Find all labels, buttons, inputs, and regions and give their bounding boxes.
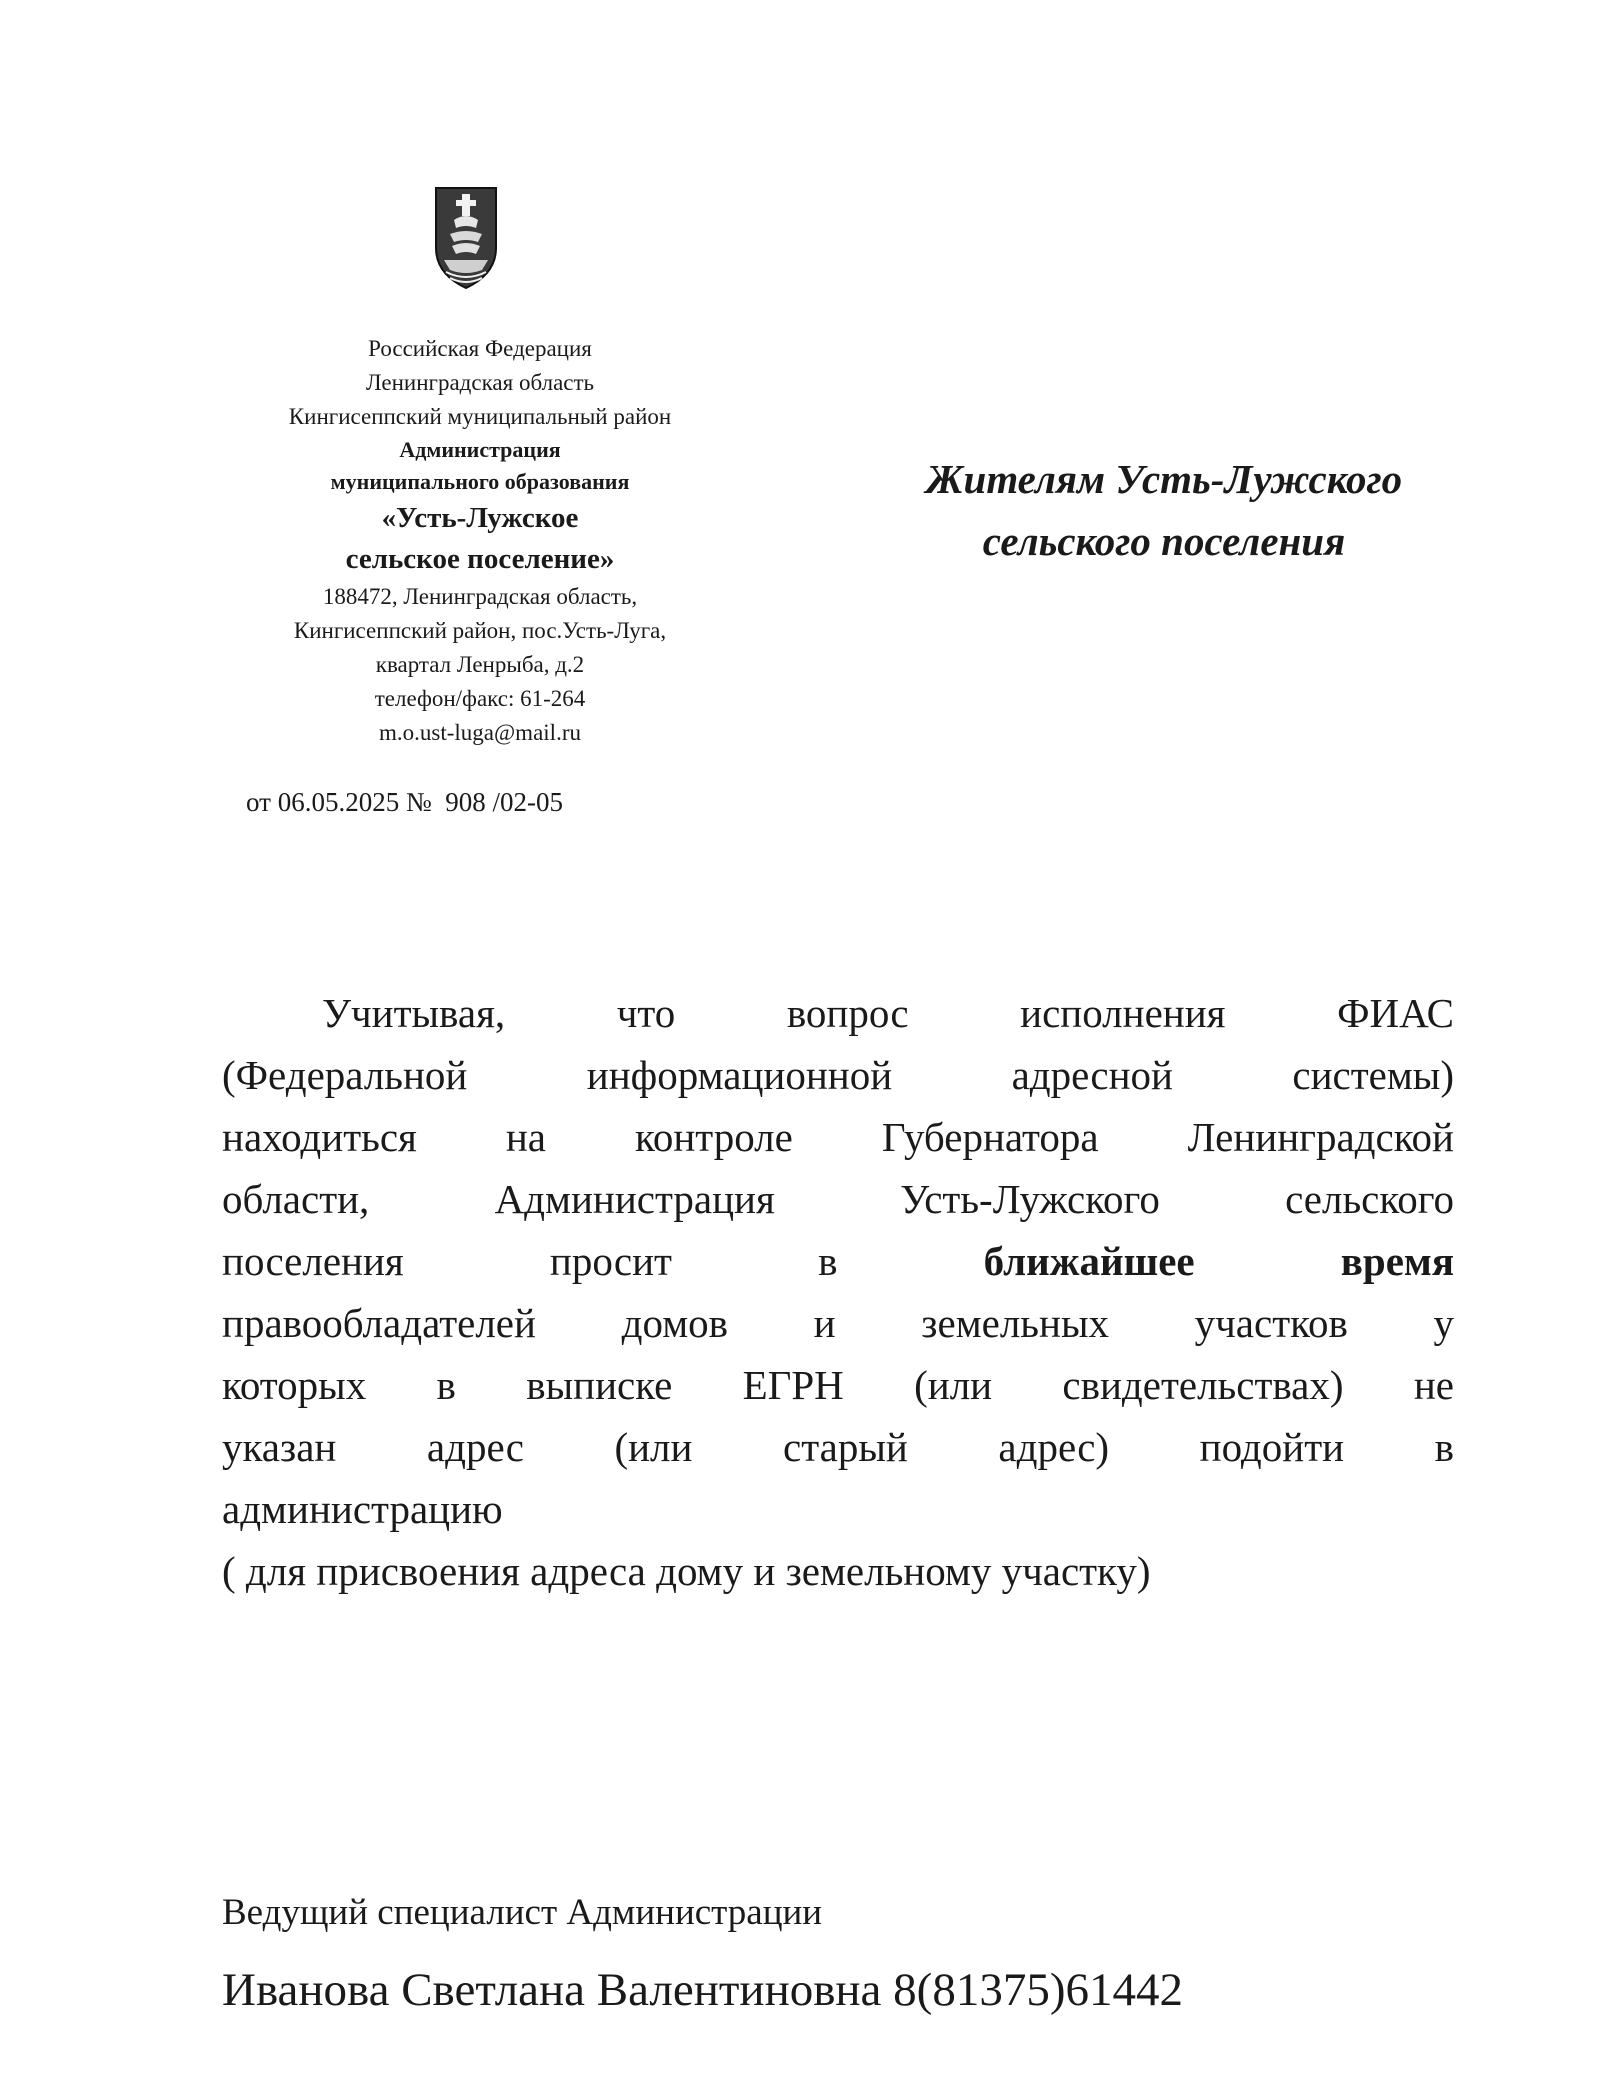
signatory-name-phone: Иванова Светлана Валентиновна 8(81375)61442	[222, 1964, 1183, 2016]
letterhead-admin: Администрация	[399, 437, 561, 462]
body-line-9: администрацию	[222, 1486, 503, 1532]
letterhead-email: m.o.ust-luga@mail.ru	[379, 720, 581, 745]
body-line-5-text: поселения просит в	[222, 1238, 838, 1284]
coat-of-arms-icon	[432, 182, 500, 292]
body-emphasis: ближайшее время	[983, 1238, 1455, 1284]
letterhead-district: Кингисеппский муниципальный район	[288, 404, 672, 429]
addressee-line1: Жителям Усть-Лужского	[925, 456, 1403, 502]
body-line-5	[222, 1230, 1454, 1292]
addressee	[828, 448, 1500, 572]
body-line-10: ( для присвоения адреса дому и земельному участку)	[222, 1548, 1151, 1594]
signatory-title: Ведущий специалист Администрации	[222, 1892, 823, 1933]
letterhead-address-line2: Кингисеппский район, пос.Усть-Луга,	[293, 618, 667, 643]
body-line-6: правообладателей домов и земельных участков у	[222, 1300, 1454, 1346]
letterhead-name-line2: сельское поселение»	[345, 543, 615, 575]
body-line-2: (Федеральной информационной адресной системы)	[222, 1052, 1454, 1098]
body-line-3: находиться на контроле Губернатора Ленинградской	[222, 1114, 1454, 1160]
letterhead-name-line1: «Усть-Лужское	[381, 502, 579, 534]
letterhead-phone: телефон/факс: 61-264	[374, 686, 586, 711]
body-line-1: Учитывая, что вопрос исполнения ФИАС	[322, 990, 1454, 1036]
body-line-8: указан адрес (или старый адрес) подойти в	[222, 1424, 1454, 1470]
letterhead-address-line3: квартал Ленрыба, д.2	[375, 652, 585, 677]
letterhead-region: Ленинградская область	[365, 370, 595, 395]
letterhead	[200, 332, 760, 750]
addressee-line2: сельского поселения	[982, 518, 1346, 564]
body-line-4: области, Администрация Усть-Лужского сельского	[222, 1176, 1454, 1222]
body-line-7: которых в выписке ЕГРН (или свидетельствах) не	[222, 1362, 1454, 1408]
letterhead-country: Российская Федерация	[368, 336, 592, 361]
document-reference: от 06.05.2025 № 908 /02-05	[246, 787, 563, 817]
letter-body	[222, 982, 1454, 1602]
letterhead-address-line1: 188472, Ленинградская область,	[322, 584, 638, 609]
letterhead-municipality: муниципального образования	[330, 469, 630, 494]
